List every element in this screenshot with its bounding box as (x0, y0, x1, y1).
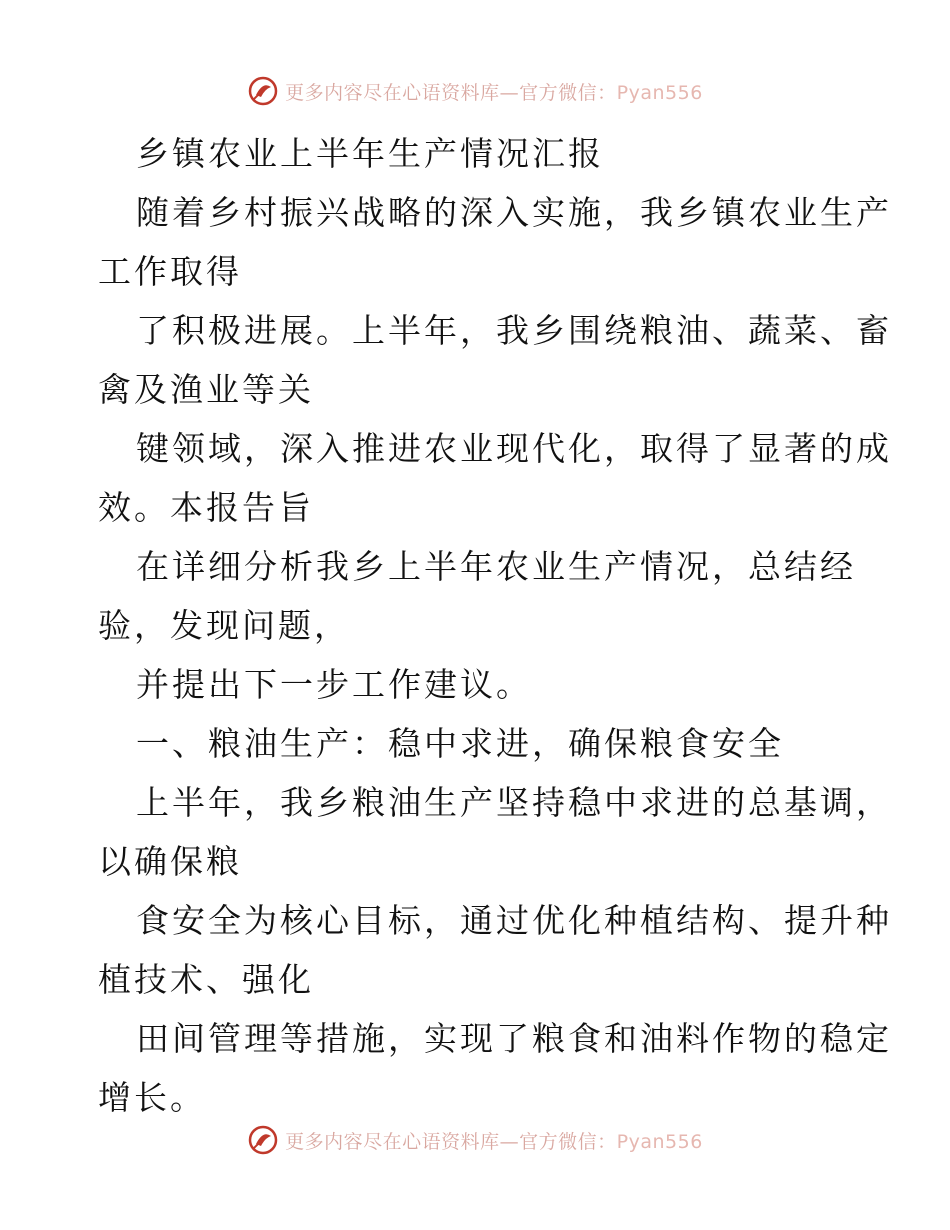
text-line: 工作取得 (98, 252, 242, 291)
text-line: 随着乡村振兴战略的深入实施，我乡镇农业生产 (136, 193, 892, 232)
watermark-text: 更多内容尽在心语资料库—官方微信：Pyan556 (285, 81, 703, 104)
watermark-logo-icon (247, 75, 279, 107)
watermark-text: 更多内容尽在心语资料库—官方微信：Pyan556 (285, 1130, 703, 1153)
text-line: 禽及渔业等关 (98, 370, 314, 409)
text-line: 以确保粮 (98, 842, 242, 881)
text-line: 效。本报告旨 (98, 488, 314, 527)
text-line: 田间管理等措施，实现了粮食和油料作物的稳定 (136, 1019, 892, 1058)
text-line: 食安全为核心目标，通过优化种植结构、提升种 (136, 901, 892, 940)
watermark-logo-icon (247, 1124, 279, 1156)
header-watermark (0, 73, 950, 109)
document-body (98, 124, 892, 1127)
text-line: 增长。 (98, 1078, 206, 1117)
text-line: 并提出下一步工作建议。 (136, 665, 532, 704)
footer-watermark (0, 1122, 950, 1158)
text-line: 一、粮油生产：稳中求进，确保粮食安全 (136, 724, 784, 763)
text-line: 验，发现问题， (98, 606, 350, 645)
text-line: 乡镇农业上半年生产情况汇报 (136, 134, 604, 173)
text-line: 植技术、强化 (98, 960, 314, 999)
text-line: 在详细分析我乡上半年农业生产情况，总结经 (136, 547, 856, 586)
text-line: 了积极进展。上半年，我乡围绕粮油、蔬菜、畜 (136, 311, 892, 350)
text-line: 键领域，深入推进农业现代化，取得了显著的成 (136, 429, 892, 468)
text-line: 上半年，我乡粮油生产坚持稳中求进的总基调， (136, 783, 892, 822)
